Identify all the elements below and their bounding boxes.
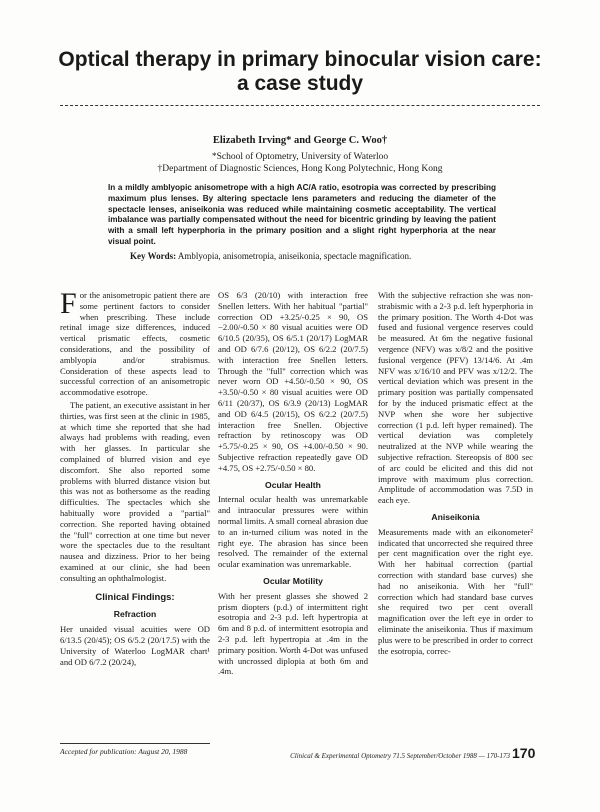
- article-title: [40, 48, 560, 96]
- column-1: [60, 287, 210, 669]
- abstract: In a mildly amblyopic anisometrope with a high AC/A ratio, esotropia was corrected by prescribing maximum plus lenses. By altering spectacle lens parameters and reducing the diameter of the spectacle lenses, aniseikonia was reduced while maintaining cosmetic acceptability. The vertical imbalance was partially compensated without the need for bicentric grinding by leaving the patient with a small left hyperphoria in the primary position and a slight right hyperphoria at the near visual point.: [108, 183, 496, 246]
- keywords-label: Key Words:: [130, 251, 177, 261]
- subjective-paragraph: With the subjective refraction she was non-strabismic with a 2-3 p.d. left hyperphoria in the primary position. The Worth 4-Dot was fused and fusional vergence reserves could be measured. At 6m the negative fusional vergence (NFV) was x/8/2 and the positive fusional vergence (PFV) 13/14/6. At .4m NFV was x/16/10 and PFV was x/12/2. The vertical deviation which was present in the primary position was partially compensated for by the induced prismatic effect at the NVP when she wore her subjective correction (1 p.d. left hyper remained). The vertical deviation was completely neutralized at the NVP while wearing the subjective refraction. Stereopsis of 800 sec of arc could be elicited and this did not improve with maximum plus correction. Amplitude of accommodation was 7.5D in each eye.: [378, 290, 533, 506]
- affiliation-2: †Department of Diagnostic Sciences, Hong Kong Polytechnic, Hong Kong: [157, 164, 443, 174]
- column-2: [218, 290, 368, 679]
- ocular-health-paragraph: Internal ocular health was unremarkable and intraocular pressures were within normal limits. A small corneal abrasion due to an in-turned cilium was noted in the right eye. The abrasion has since been resolved. The remainder of the external ocular examination was unremarkable.: [218, 494, 368, 570]
- ocular-motility-paragraph: With her present glasses she showed 2 prism diopters (p.d.) of intermittent right esotropia and 2-3 p.d. left hypertropia at 6m and 8 p.d. of intermittent esotropia and 2-3 p.d. left hypertropia at .4m in the primary position. Worth 4-Dot was unfused with uncrossed diplopia at both 6m and .4m.: [218, 590, 368, 677]
- heading-refraction: Refraction: [113, 609, 157, 620]
- title-divider: [60, 105, 540, 106]
- page-number: 170: [512, 745, 536, 761]
- journal-footer: Clinical & Experimental Optometry 71.5 September/October 1988 — 170-173: [290, 752, 510, 760]
- refraction-continued: OS 6/3 (20/10) with interaction free Snellen letters. With her habitual "partial" correction OD +3.25/-0.25 × 90, OS −2.00/-0.50 × 80 visual acuities were OD 6/10.5 (20/35), OS 6/5.1 (20/17) LogMAR and OD 6/7.6 (20/12), OS 6/2.2 (20/7.5) with interaction free Snellen letters. Through the "full" correction which was never worn OD +4.50/-0.50 × 90, OS +3.50/-0.50 × 80 visual acuities were OD 6/11 (20/37), OS 6/3.9 (20/13) LogMAR and OD 6/4.5 (20/15), OS 6/2.2 (20/7.5) interaction free Snellen. Objective refraction by retinoscopy was OD +5.75/-0.25 × 90, OS +4.00/-0.50 × 90. Subjective refraction repeatedly gave OD +4.75, OS +2.75/-0.50 × 80.: [218, 290, 368, 473]
- heading-clinical-findings: Clinical Findings:: [95, 591, 175, 603]
- footnote-rule: [60, 743, 210, 744]
- drop-cap: F: [60, 287, 77, 320]
- heading-ocular-motility: Ocular Motility: [263, 575, 323, 586]
- keywords-text: Amblyopia, anisometropia, aniseikonia, spectacle magnification.: [177, 251, 412, 261]
- patient-paragraph: The patient, an executive assistant in her thirties, was first seen at the clinic in 1985, at which time she reported that she had always had problems with reading, even with her glasses. In particular she complained of blurred vision and eye discomfort. She also reported some problems with blurred distance vision but this was not as bothersome as the reading difficulties. The spectacles which she habitually wore provided a "partial" correction. She reported having obtained the "full" correction at one time but never wore the spectacles due to the resultant nausea and dizziness. Prior to her being examined at our clinic, she had been consulting an ophthalmologist.: [60, 399, 210, 583]
- title-line-1: Optical therapy in primary binocular vision care:: [58, 48, 542, 71]
- affiliation-1: *School of Optometry, University of Waterloo: [211, 152, 389, 162]
- column-3: [378, 290, 533, 658]
- aniseikonia-paragraph: Measurements made with an eikonometer² indicated that uncorrected she required three per cent magnification over the right eye. With her habitual correction (partial correction with standard base curves) she had no aniseikonia. With her "full" correction which had standard base curves she required two per cent overall magnification over the left eye in order to eliminate the aniseikonia. Thus if maximum plus were to be prescribed in order to correct the esotropia, correc-: [378, 526, 533, 656]
- intro-paragraph: [60, 287, 210, 398]
- keywords: [130, 251, 530, 261]
- heading-aniseikonia: Aniseikonia: [431, 511, 480, 522]
- title-line-2: a case study: [236, 72, 364, 95]
- authors: Elizabeth Irving* and George C. Woo†: [212, 135, 388, 146]
- refraction-paragraph: Her unaided visual acuities were OD 6/13.5 (20/45); OS 6/5.2 (20/17.5) with the University of Waterloo LogMAR chart¹ and OD 6/7.2 (20/24),: [60, 624, 210, 667]
- intro-text: or the anisometropic patient there are some pertinent factors to consider when prescribing. These include retinal image size differences, induced vertical prismatic effects, cosmetic considerations, and the possibility of amblyopia and/or strabismus. Consideration of these aspects lead to successful correction of an anisometropic accommodative esotrope.: [60, 290, 210, 398]
- footnote: Accepted for publication: August 20, 1988: [60, 747, 188, 756]
- heading-ocular-health: Ocular Health: [265, 479, 321, 490]
